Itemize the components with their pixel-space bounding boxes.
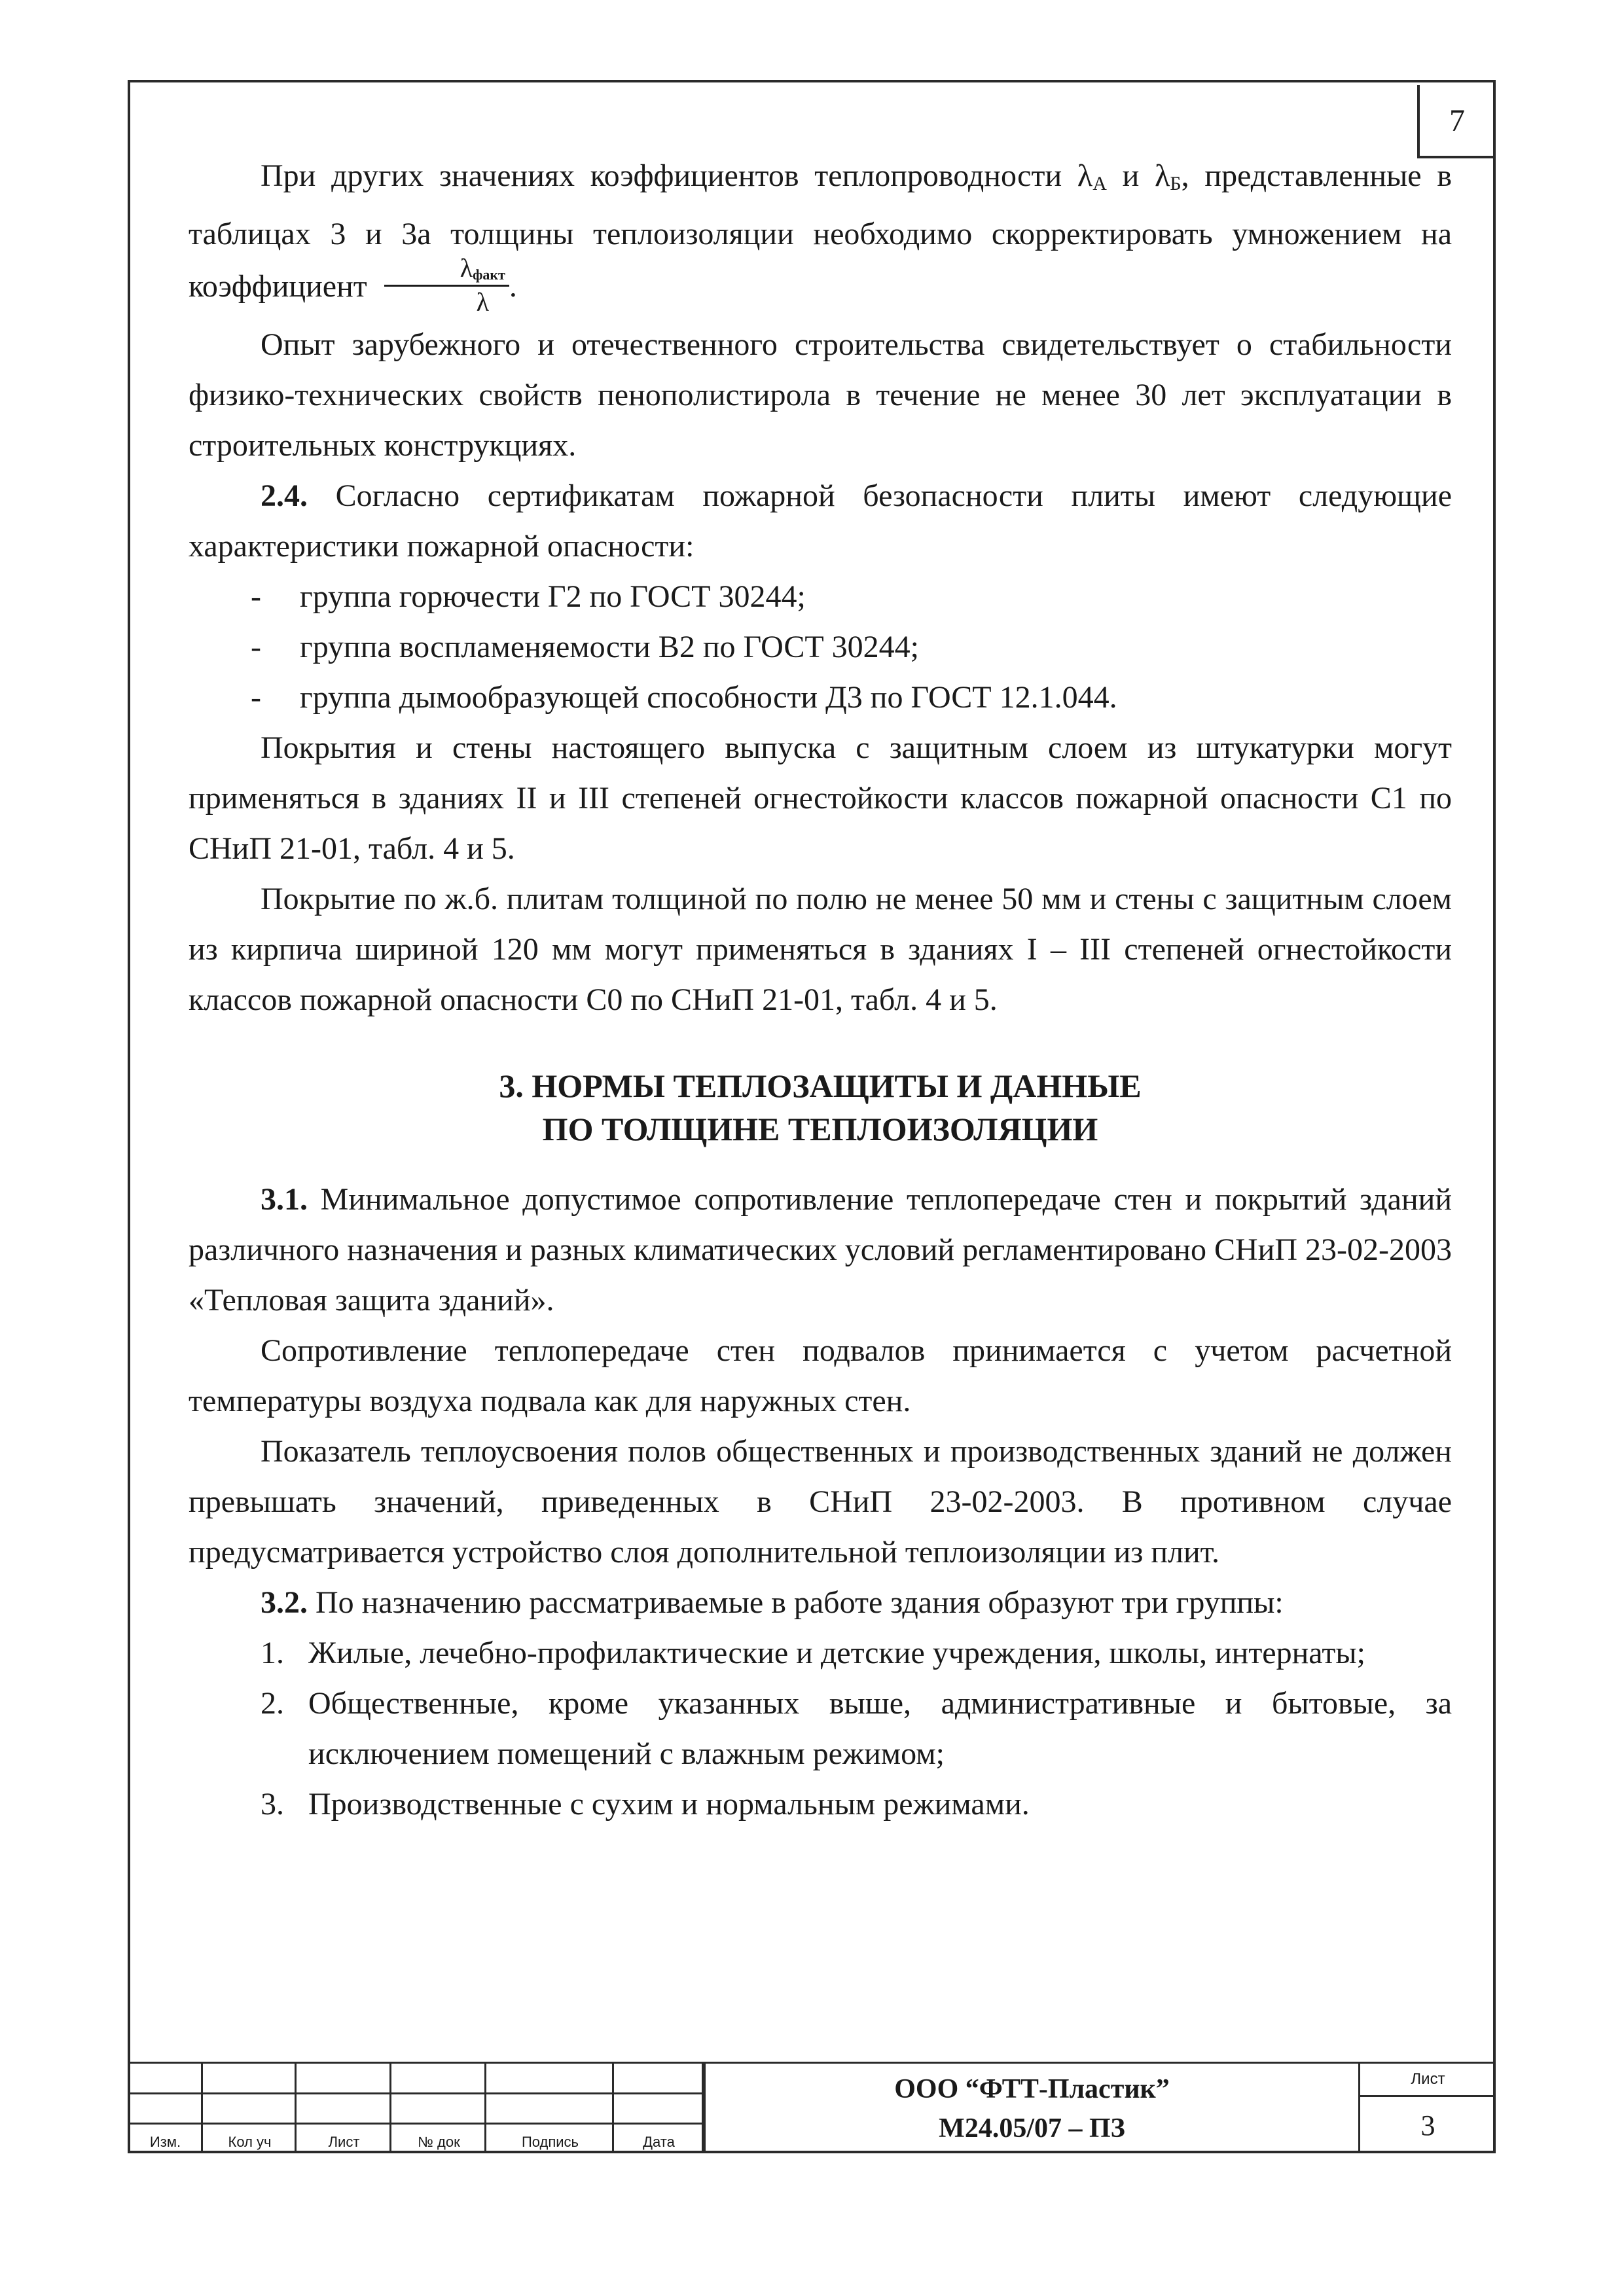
document-body <box>189 151 1452 1829</box>
lambda-b: $\lambda_Б$ <box>1155 158 1182 194</box>
paragraph-basement: Сопротивление теплопередаче стен подвалов принимается с учетом расчетной температуры воздуха подвала как для наружных стен. <box>189 1333 1452 1418</box>
list-item: 3. Производственные с сухим и нормальным режимами. <box>261 1787 1030 1821</box>
title-block <box>128 2062 1496 2153</box>
fraction-coefficient: $\frac{\lambda_{факт}}{\lambda}$ <box>384 255 509 315</box>
text: , представленные в таблицах 3 и 3а толщины теплоизоляции необходимо скорректировать умножением на коэффициент <box>189 158 1453 304</box>
section-3-heading: 3. НОРМЫ ТЕПЛОЗАЩИТЫ И ДАННЫЕ ПО ТОЛЩИНЕ ТЕПЛОИЗОЛЯЦИИ <box>499 1067 1142 1147</box>
list-item: - группа горючести Г2 по ГОСТ 30244; <box>251 579 806 614</box>
label-signature: Подпись <box>521 2134 579 2150</box>
label-list: Лист <box>328 2134 360 2150</box>
sheet-label: Лист <box>1360 2064 1496 2097</box>
paragraph-lambda: При других значениях коэффициентов теплопроводности $\lambda_А$ и $\lambda_Б$, представленные в таблицах 3 и 3а толщины теплоизоляции необходимо скорректировать умножением на коэффициент $\frac{\lambda_{факт}}{\lambda}$ . <box>189 158 1453 317</box>
paragraph-2-4: 2.4. Согласно сертификатам пожарной безопасности плиты имеют следующие характеристики пожарной опасности: <box>189 478 1452 564</box>
paragraph-plaster: Покрытия и стены настоящего выпуска с защитным слоем из штукатурки могут применяться в зданиях II и III степеней огнестойкости классов пожарной опасности С1 по СНиП 21-01, табл. 4 и 5. <box>189 730 1452 866</box>
revision-grid <box>128 2062 704 2153</box>
list-item: - группа воспламеняемости В2 по ГОСТ 30244; <box>251 630 919 664</box>
text: При других значениях коэффициентов теплопроводности <box>261 158 1077 193</box>
list-item: - группа дымообразующей способности Д3 по ГОСТ 12.1.044. <box>251 680 1117 715</box>
text: и <box>1106 158 1155 193</box>
sheet-cell <box>1358 2062 1496 2153</box>
document-code: М24.05/07 – ПЗ <box>939 2113 1125 2144</box>
paragraph-brick: Покрытие по ж.б. плитам толщиной по полю не менее 50 мм и стены с защитным слоем из кирпича шириной 120 мм могут применяться в зданиях I – III степеней огнестойкости классов пожарной опасности С0 по СНиП 21-01, табл. 4 и 5. <box>189 882 1452 1017</box>
sheet-number: 3 <box>1420 2109 1435 2142</box>
label-kol-uch: Кол уч <box>228 2134 272 2150</box>
fire-characteristics-list <box>189 571 1452 723</box>
corner-page-number: 7 <box>1417 85 1494 158</box>
paragraph-experience: Опыт зарубежного и отечественного строительства свидетельствует о стабильности физико-технических свойств пенополистирола в течение не менее 30 лет эксплуатации в строительных конструкциях. <box>189 327 1452 463</box>
list-item: 1. Жилые, лечебно-профилактические и детские учреждения, школы, интернаты; <box>261 1636 1365 1670</box>
organization-name: ООО “ФТТ-Пластик” <box>894 2073 1170 2104</box>
lambda-a: $\lambda_А$ <box>1077 158 1107 194</box>
paragraph-3-1: 3.1. Минимальное допустимое сопротивление теплопередаче стен и покрытий зданий различного назначения и разных климатических условий регламентировано СНиП 23-02-2003 «Тепловая защита зданий». <box>189 1182 1452 1318</box>
list-item: 2. Общественные, кроме указанных выше, административные и бытовые, за исключением помещений с влажным режимом; <box>261 1686 1452 1771</box>
label-date: Дата <box>643 2134 675 2150</box>
building-groups-list <box>189 1628 1452 1829</box>
title-block-designation <box>704 2062 1358 2153</box>
paragraph-floors: Показатель теплоусвоения полов общественных и производственных зданий не должен превышать значений, приведенных в СНиП 23-02-2003. В противном случае предусматривается устройство слоя дополнительной теплоизоляции из плит. <box>189 1434 1452 1570</box>
label-izm: Изм. <box>149 2134 181 2150</box>
label-doc-number: № док <box>418 2134 460 2150</box>
paragraph-3-2: 3.2. По назначению рассматриваемые в работе здания образуют три группы: <box>261 1585 1284 1620</box>
